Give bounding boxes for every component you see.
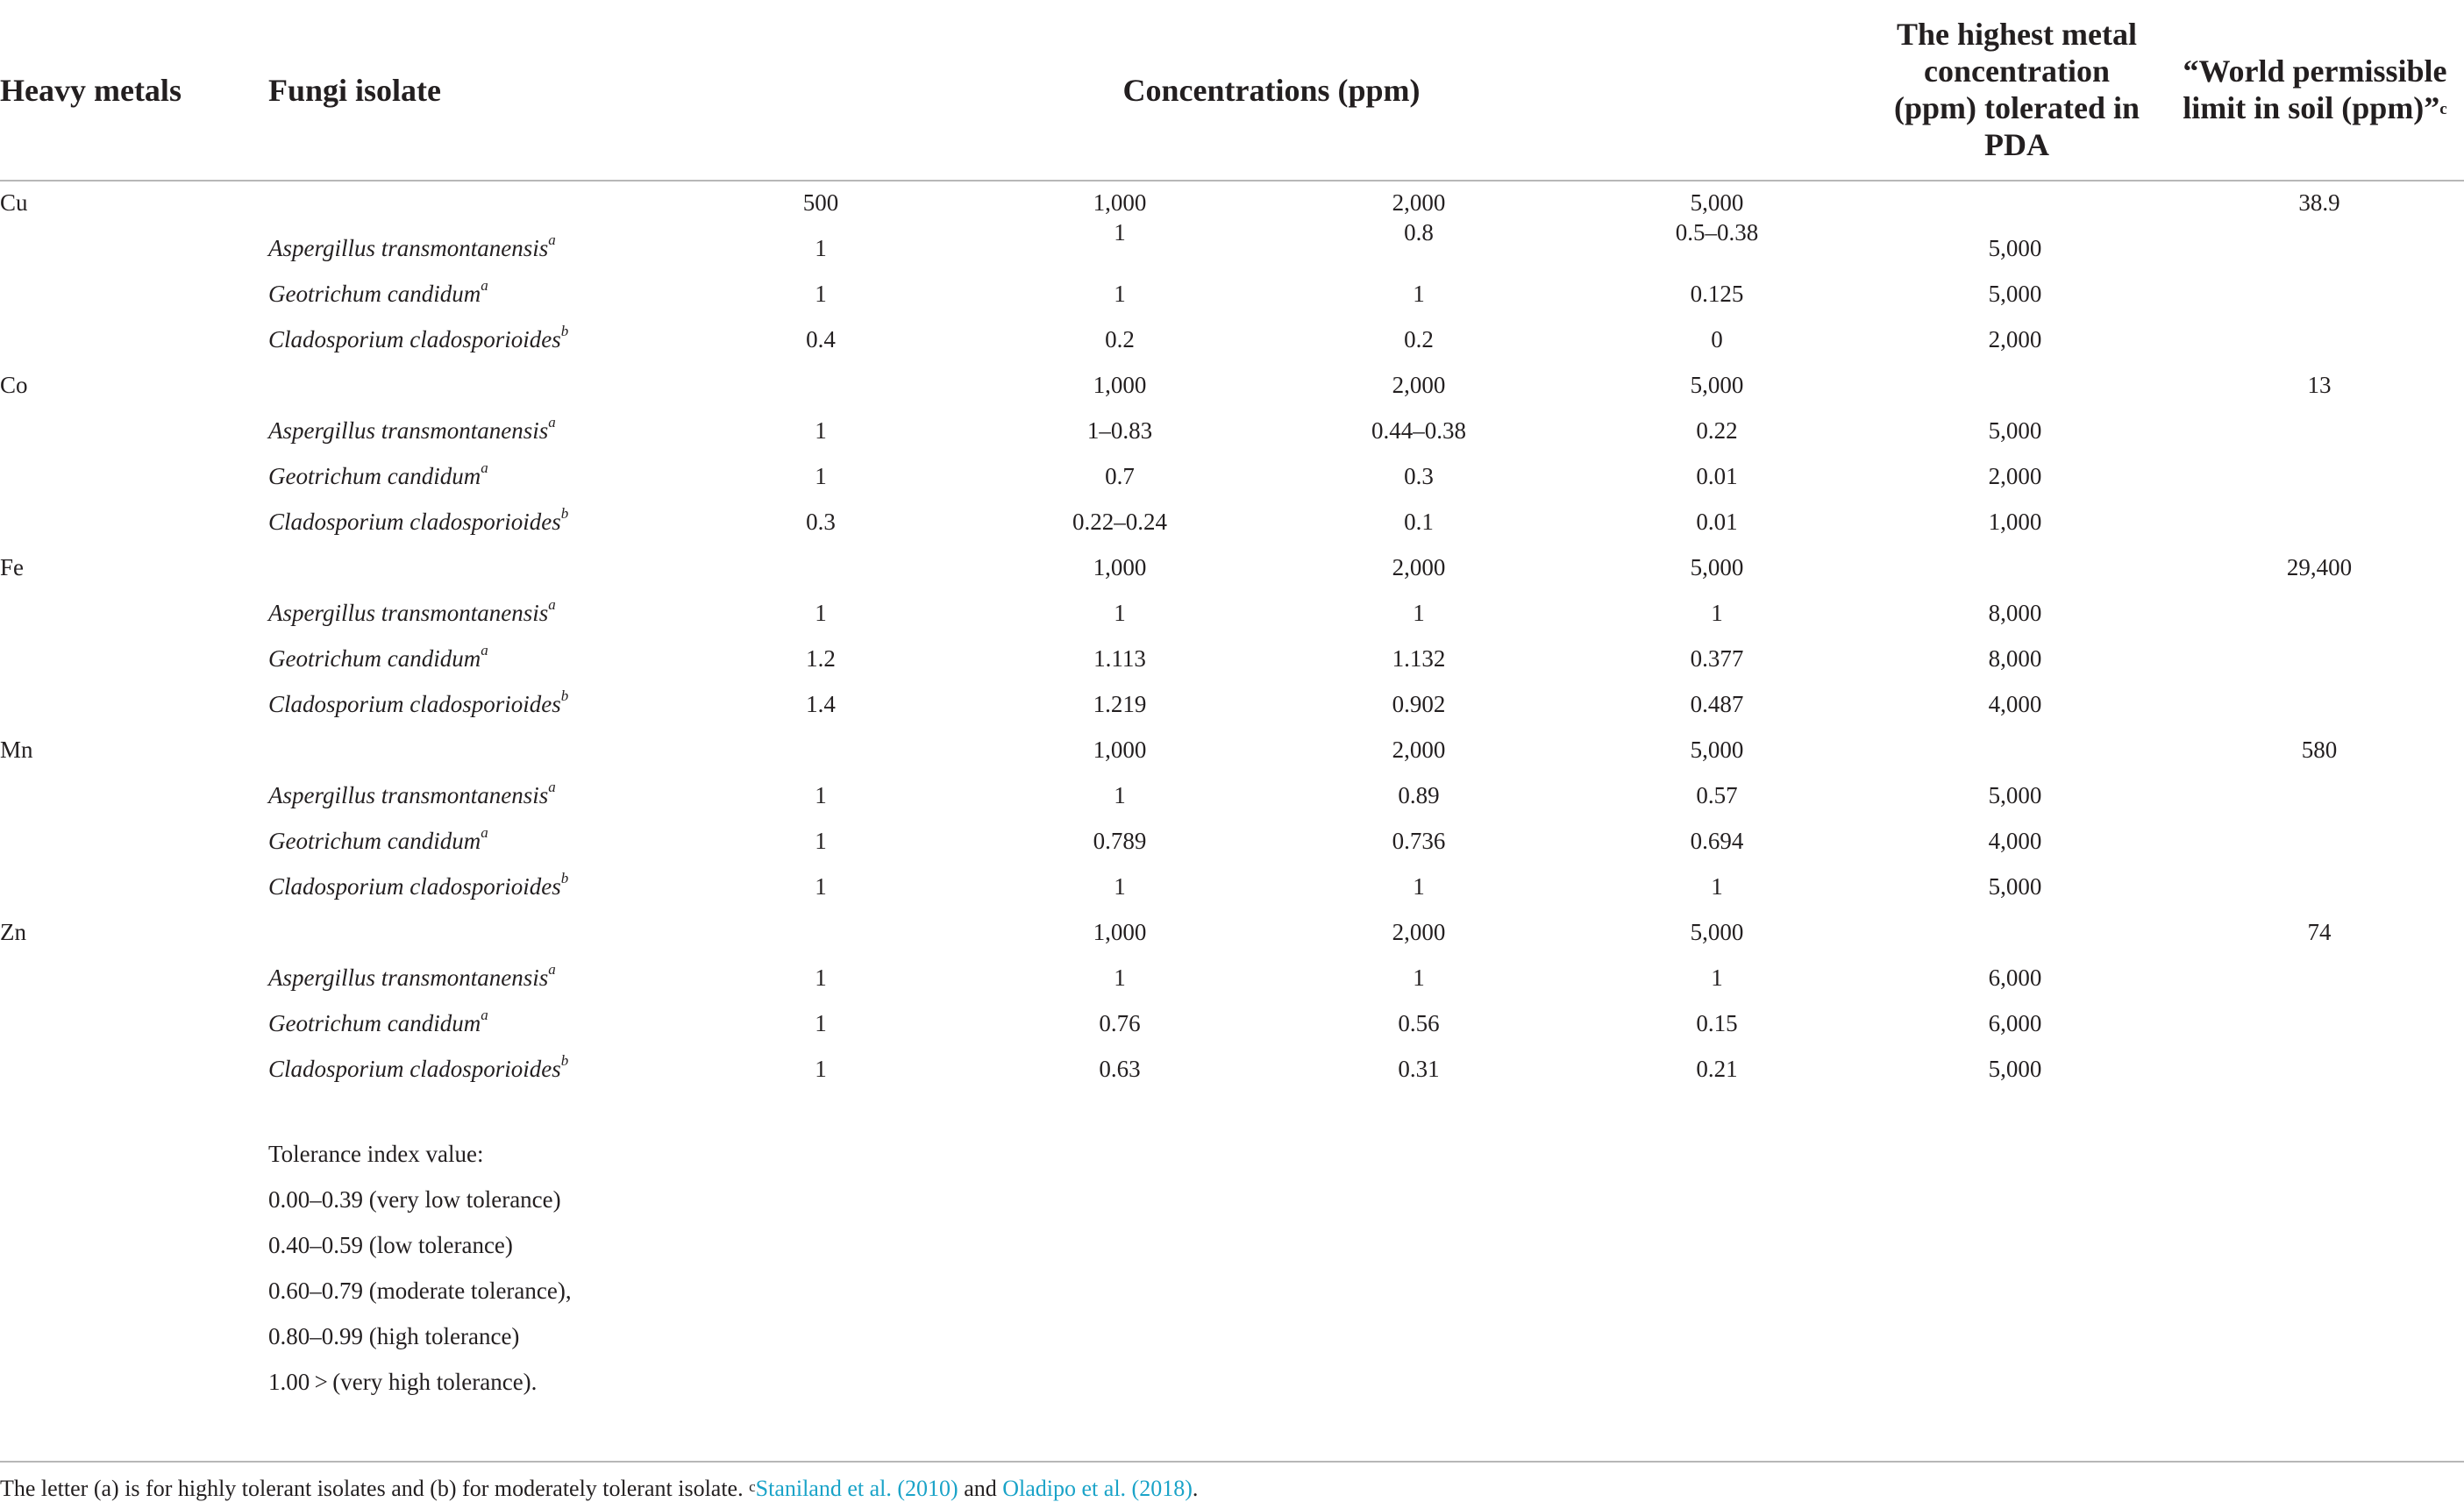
tolerance-index-value: 1 (1413, 873, 1425, 900)
highest-tolerated-value: 6,000 (1988, 964, 2042, 991)
tolerance-index-value: 0.22–0.24 (1072, 509, 1167, 535)
fungi-isolate-name (268, 416, 556, 445)
tolerance-index-value: 0.22 (1696, 417, 1738, 444)
concentration-value: 5,000 (1690, 554, 1744, 580)
highest-tolerated-value: 5,000 (1988, 873, 2042, 900)
highest-tolerated-value: 8,000 (1988, 600, 2042, 626)
metal-label: Mn (0, 737, 33, 763)
tolerance-index-value: 1 (815, 600, 827, 626)
isolate-name-text: Aspergillus transmontanensis (268, 235, 549, 261)
concentration-value: 2,000 (1392, 372, 1446, 398)
metal-label: Cu (0, 189, 28, 216)
tolerance-index-value: 1 (815, 1010, 827, 1036)
concentration-value: 2,000 (1392, 554, 1446, 580)
highest-tolerated-value: 4,000 (1988, 691, 2042, 717)
isolate-name-text: Aspergillus transmontanensis (268, 782, 549, 808)
permissible-limit-value: 38.9 (2298, 189, 2340, 216)
tolerance-index-value: 0.5–0.38 (1675, 219, 1759, 246)
concentration-value: 2,000 (1392, 737, 1446, 763)
isolate-name-text: Aspergillus transmontanensis (268, 417, 549, 444)
tolerance-index-value: 1 (815, 782, 827, 808)
fungi-isolate-name (268, 824, 488, 855)
highest-tolerated-value: 1,000 (1988, 509, 2042, 535)
tolerance-index-value: 0.694 (1690, 828, 1744, 854)
tolerance-index-value: 0.3 (806, 509, 836, 535)
tolerance-index-value: 1 (1413, 600, 1425, 626)
header-highest-line4: PDA (1984, 127, 2049, 162)
isolate-name-text: Geotrichum candidum (268, 463, 481, 489)
fungi-isolate-name (268, 1009, 488, 1037)
permissible-limit-value: 13 (2307, 372, 2332, 398)
isolate-name-text: Cladosporium cladosporioides (268, 691, 561, 717)
concentration-value: 1,000 (1093, 372, 1147, 398)
footnote-and: and (958, 1476, 1003, 1501)
fungi-isolate-name (268, 325, 568, 353)
footnote (0, 1475, 1198, 1503)
isolate-sup: a (548, 596, 556, 613)
concentration-value: 5,000 (1690, 919, 1744, 945)
permissible-limit-value: 74 (2307, 919, 2332, 945)
concentration-value: 1,000 (1093, 737, 1147, 763)
tolerance-index-value: 0.7 (1105, 463, 1135, 489)
tolerance-index-value: 0.76 (1099, 1010, 1141, 1036)
footnote-text: The letter (a) is for highly tolerant isolates and (b) for moderately tolerant isolate. (0, 1476, 750, 1501)
isolate-name-text: Cladosporium cladosporioides (268, 326, 561, 352)
concentration-value: 5,000 (1690, 737, 1744, 763)
tolerance-index-value: 0.902 (1392, 691, 1446, 717)
isolate-name-text: Geotrichum candidum (268, 281, 481, 307)
legend-item: 0.40–0.59 (low tolerance) (268, 1232, 513, 1258)
tolerance-index-value: 1 (1711, 873, 1723, 900)
isolate-name-text: Cladosporium cladosporioides (268, 509, 561, 535)
isolate-name-text: Geotrichum candidum (268, 828, 481, 854)
tolerance-index-value: 0.15 (1696, 1010, 1738, 1036)
fungi-isolate-name (268, 231, 556, 262)
tolerance-index-value: 0.56 (1398, 1010, 1440, 1036)
tolerance-index-value: 1.132 (1392, 645, 1446, 672)
fungi-isolate-name (268, 459, 488, 490)
header-highest-line1: The highest metal (1897, 17, 2137, 52)
tolerance-index-value: 1–0.83 (1086, 417, 1153, 444)
footnote-sup: c (749, 1478, 756, 1495)
tolerance-index-value: 0.8 (1404, 219, 1434, 246)
legend-item: 1.00 > (very high tolerance). (268, 1369, 538, 1395)
header-world-sup: c (2439, 100, 2447, 118)
tolerance-index-value: 0.63 (1099, 1056, 1141, 1082)
header-highest-line2: concentration (1924, 53, 2110, 89)
isolate-sup: b (560, 1052, 569, 1069)
isolate-name-text: Cladosporium cladosporioides (268, 1056, 561, 1082)
concentration-value: 500 (802, 189, 839, 216)
tolerance-index-value: 1 (1114, 873, 1126, 900)
tolerance-index-value: 0.3 (1404, 463, 1434, 489)
legend-item: 0.00–0.39 (very low tolerance) (268, 1186, 561, 1213)
tolerance-index-value: 0.01 (1696, 509, 1738, 535)
fungi-isolate-name (268, 872, 568, 900)
tolerance-index-value: 1 (1114, 782, 1126, 808)
metal-label: Zn (0, 919, 26, 945)
tolerance-index-value: 0.2 (1105, 326, 1135, 352)
tolerance-index-value: 0.21 (1696, 1056, 1738, 1082)
isolate-sup: a (481, 1007, 488, 1023)
tolerance-index-value: 1.4 (806, 691, 836, 717)
fungi-isolate-name (268, 277, 488, 308)
fungi-isolate-name (268, 505, 569, 536)
isolate-sup: a (548, 779, 556, 795)
tolerance-index-value: 0.31 (1398, 1056, 1440, 1082)
tolerance-index-value: 0 (1711, 326, 1723, 352)
isolate-name-text: Aspergillus transmontanensis (268, 964, 549, 991)
isolate-sup: a (481, 459, 488, 476)
permissible-limit-value: 580 (2301, 737, 2338, 763)
metal-label: Fe (0, 554, 24, 580)
tolerance-index-value: 0.57 (1696, 782, 1738, 808)
tolerance-index-value: 1 (815, 873, 827, 900)
header-world-line1: “World permissible (2183, 53, 2447, 89)
header-world-line2 (2166, 89, 2464, 126)
fungi-isolate-name (268, 596, 556, 627)
fungi-isolate-name (268, 781, 556, 809)
tolerance-index-value: 0.2 (1404, 326, 1434, 352)
permissible-limit-value: 29,400 (2286, 554, 2353, 580)
concentration-value: 1,000 (1093, 189, 1147, 216)
tolerance-index-value: 1 (815, 235, 827, 261)
concentration-value: 5,000 (1690, 372, 1744, 398)
isolate-name-text: Cladosporium cladosporioides (268, 873, 561, 900)
highest-tolerated-value: 2,000 (1988, 326, 2042, 352)
fungi-isolate-name (268, 961, 556, 992)
tolerance-index-value: 1 (1413, 964, 1425, 991)
legend-title: Tolerance index value: (268, 1141, 484, 1167)
concentration-value: 5,000 (1690, 189, 1744, 216)
highest-tolerated-value: 6,000 (1988, 1010, 2042, 1036)
isolate-name-text: Aspergillus transmontanensis (268, 600, 549, 626)
concentration-value: 2,000 (1392, 919, 1446, 945)
tolerance-index-value: 0.736 (1392, 828, 1446, 854)
isolate-sup: a (481, 642, 488, 658)
legend-item: 0.80–0.99 (high tolerance) (268, 1323, 520, 1349)
highest-tolerated-value: 5,000 (1988, 281, 2042, 307)
highest-tolerated-value: 4,000 (1988, 828, 2042, 854)
footer-rule (0, 1461, 2464, 1463)
tolerance-index-value: 0.4 (806, 326, 836, 352)
tolerance-index-value: 0.01 (1696, 463, 1738, 489)
tolerance-index-value: 1 (815, 281, 827, 307)
header-fungi-isolate: Fungi isolate (268, 73, 442, 108)
isolate-sup: b (560, 687, 569, 704)
tolerance-index-value: 1 (815, 828, 827, 854)
isolate-sup: a (548, 231, 556, 248)
tolerance-index-value: 1 (1114, 600, 1126, 626)
highest-tolerated-value: 5,000 (1988, 417, 2042, 444)
isolate-name-text: Geotrichum candidum (268, 645, 481, 672)
isolate-name-text: Geotrichum candidum (268, 1010, 481, 1036)
isolate-sup: a (481, 824, 488, 841)
highest-tolerated-value: 8,000 (1988, 645, 2042, 672)
tolerance-index-value: 0.1 (1404, 509, 1434, 535)
header-highest-concentration (1859, 16, 2175, 163)
tolerance-index-value: 0.377 (1690, 645, 1744, 672)
highest-tolerated-value: 2,000 (1988, 463, 2042, 489)
isolate-sup: a (548, 961, 556, 978)
footnote-end: . (1192, 1476, 1199, 1501)
tolerance-index-value: 1 (1711, 964, 1723, 991)
fungi-isolate-name (268, 687, 569, 718)
highest-tolerated-value: 5,000 (1988, 1056, 2042, 1082)
fungi-isolate-name (268, 644, 488, 673)
tolerance-index-value: 1.2 (806, 645, 836, 672)
tolerance-index-value: 1.219 (1093, 691, 1147, 717)
footnote-ref-staniland[interactable]: Staniland et al. (2010) (755, 1476, 958, 1501)
header-rule (0, 180, 2464, 182)
metal-label: Co (0, 372, 28, 398)
concentration-value: 1,000 (1093, 919, 1147, 945)
concentration-value: 2,000 (1392, 189, 1446, 216)
tolerance-index-value: 1 (815, 417, 827, 444)
header-world-permissible-limit (2166, 53, 2464, 126)
highest-tolerated-value: 5,000 (1988, 235, 2042, 261)
tolerance-index-value: 1.113 (1093, 645, 1146, 672)
fungi-isolate-name (268, 1052, 569, 1083)
tolerance-index-value: 1 (1114, 219, 1126, 246)
isolate-sup: b (560, 870, 569, 886)
tolerance-index-value: 0.89 (1398, 782, 1440, 808)
header-world-line2-text: limit in soil (ppm)” (2183, 90, 2440, 125)
isolate-sup: a (481, 277, 488, 294)
tolerance-index-value: 0.125 (1690, 281, 1744, 307)
tolerance-index-value: 0.487 (1690, 691, 1744, 717)
header-heavy-metals: Heavy metals (0, 73, 182, 108)
tolerance-index-value: 1 (1114, 964, 1126, 991)
isolate-sup: b (560, 505, 569, 522)
isolate-sup: b (560, 323, 569, 339)
legend-item: 0.60–0.79 (moderate tolerance), (268, 1278, 572, 1304)
tolerance-index-value: 1 (1114, 281, 1126, 307)
tolerance-index-value: 1 (1711, 600, 1723, 626)
header-concentrations: Concentrations (ppm) (1122, 73, 1421, 108)
tolerance-index-value: 0.44–0.38 (1371, 417, 1466, 444)
tolerance-index-value: 1 (1413, 281, 1425, 307)
tolerance-index-value: 1 (815, 1056, 827, 1082)
tolerance-index-value: 1 (815, 463, 827, 489)
tolerance-index-value: 0.789 (1093, 828, 1147, 854)
footnote-ref-oladipo[interactable]: Oladipo et al. (2018) (1002, 1476, 1193, 1501)
header-highest-line3: (ppm) tolerated in (1894, 90, 2140, 125)
tolerance-index-value: 1 (815, 964, 827, 991)
isolate-sup: a (548, 414, 556, 431)
concentration-value: 1,000 (1093, 554, 1147, 580)
highest-tolerated-value: 5,000 (1988, 782, 2042, 808)
